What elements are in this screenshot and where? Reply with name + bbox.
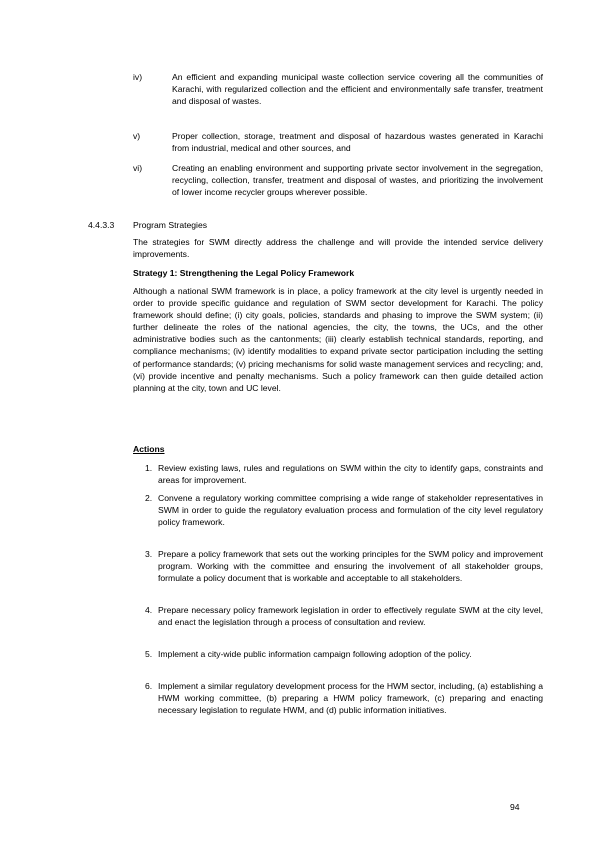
action-text: Convene a regulatory working committee comprising a wide range of stakeholder representatives in SWM in order to guide the regulatory evaluation process and formulation of the city level regulatory policy framework. bbox=[158, 493, 543, 528]
actions-heading: Actions bbox=[133, 444, 165, 454]
section-title: Program Strategies bbox=[133, 220, 208, 230]
action-text: Implement a city-wide public information campaign following adoption of the policy. bbox=[158, 649, 472, 659]
intro-paragraph: The strategies for SWM directly address the challenge and will provide the intended service delivery improvements. bbox=[133, 237, 543, 260]
list-item-number: vi) bbox=[133, 163, 143, 173]
action-text: Prepare a policy framework that sets out the working principles for the SWM policy and improvement program. Working with the committee and ensuring the involvement of all stakeholder groups, formulate a policy document that is workable and acceptable to all stakeholders. bbox=[158, 549, 543, 584]
action-text: Review existing laws, rules and regulations on SWM within the city to identify gaps, constraints and areas for improvement. bbox=[158, 463, 543, 486]
list-item bbox=[133, 162, 543, 198]
strategy-heading: Strategy 1: Strengthening the Legal Policy Framework bbox=[133, 268, 355, 278]
list-item-number: iv) bbox=[133, 72, 143, 82]
list-item bbox=[133, 130, 543, 154]
section-heading bbox=[88, 219, 207, 231]
action-number: 6. bbox=[145, 681, 153, 691]
list-item-text: An efficient and expanding municipal waste collection service covering all the communities of Karachi, with regularized collection and the efficient and environmentally safe transfer, treatment and disposal of wastes. bbox=[172, 72, 543, 107]
list-item bbox=[133, 71, 543, 107]
action-number: 4. bbox=[145, 605, 153, 615]
action-text: Implement a similar regulatory development process for the HWM sector, including, (a) establishing a HWM working committee, (b) preparing a HWM policy framework, (c) preparing and enacting necessary legislation to regulate HWM, and (d) public information initiatives. bbox=[158, 681, 543, 716]
list-item-text: Proper collection, storage, treatment and disposal of hazardous wastes generated in Karachi from industrial, medical and other sources, and bbox=[172, 131, 543, 154]
action-number: 5. bbox=[145, 649, 153, 659]
action-item bbox=[133, 462, 543, 486]
list-item-text: Creating an enabling environment and supporting private sector involvement in the segregation, recycling, collection, transfer, treatment and disposal of wastes, and prioritizing the involvement of lower income recycler groups wherever possible. bbox=[172, 163, 543, 198]
action-item bbox=[133, 604, 543, 628]
strategy-paragraph: Although a national SWM framework is in place, a policy framework at the city level is urgently needed in order to provide specific guidance and regulation of SWM sector development for Karachi. The policy framework should define; (i) city goals, policies, standards and phasing to improve the SWM system; (ii) further delineate the roles of the national agencies, the city, the towns, the UCs, and the other administrative bodies such as the cantonments; (iii) clearly establish technical standards, reporting, and compliance mechanisms; (iv) identify modalities to expand private sector participation including the setting of performance standards; (v) pricing mechanisms for solid waste management services and recycling; and, (vi) provide incentive and penalty mechanisms. Such a policy framework can then guide detailed action planning at the city, town and UC level. bbox=[133, 286, 543, 393]
action-item bbox=[133, 548, 543, 584]
page-number: 94 bbox=[510, 802, 520, 812]
action-item bbox=[133, 648, 543, 660]
action-item bbox=[133, 492, 543, 528]
action-item bbox=[133, 680, 543, 716]
action-number: 2. bbox=[145, 493, 153, 503]
action-number: 3. bbox=[145, 549, 153, 559]
action-number: 1. bbox=[145, 463, 153, 473]
list-item-number: v) bbox=[133, 131, 141, 141]
section-number: 4.4.3.3 bbox=[88, 220, 115, 230]
action-text: Prepare necessary policy framework legislation in order to effectively regulate SWM at the city level, and enact the legislation through a process of consultation and review. bbox=[158, 605, 543, 628]
